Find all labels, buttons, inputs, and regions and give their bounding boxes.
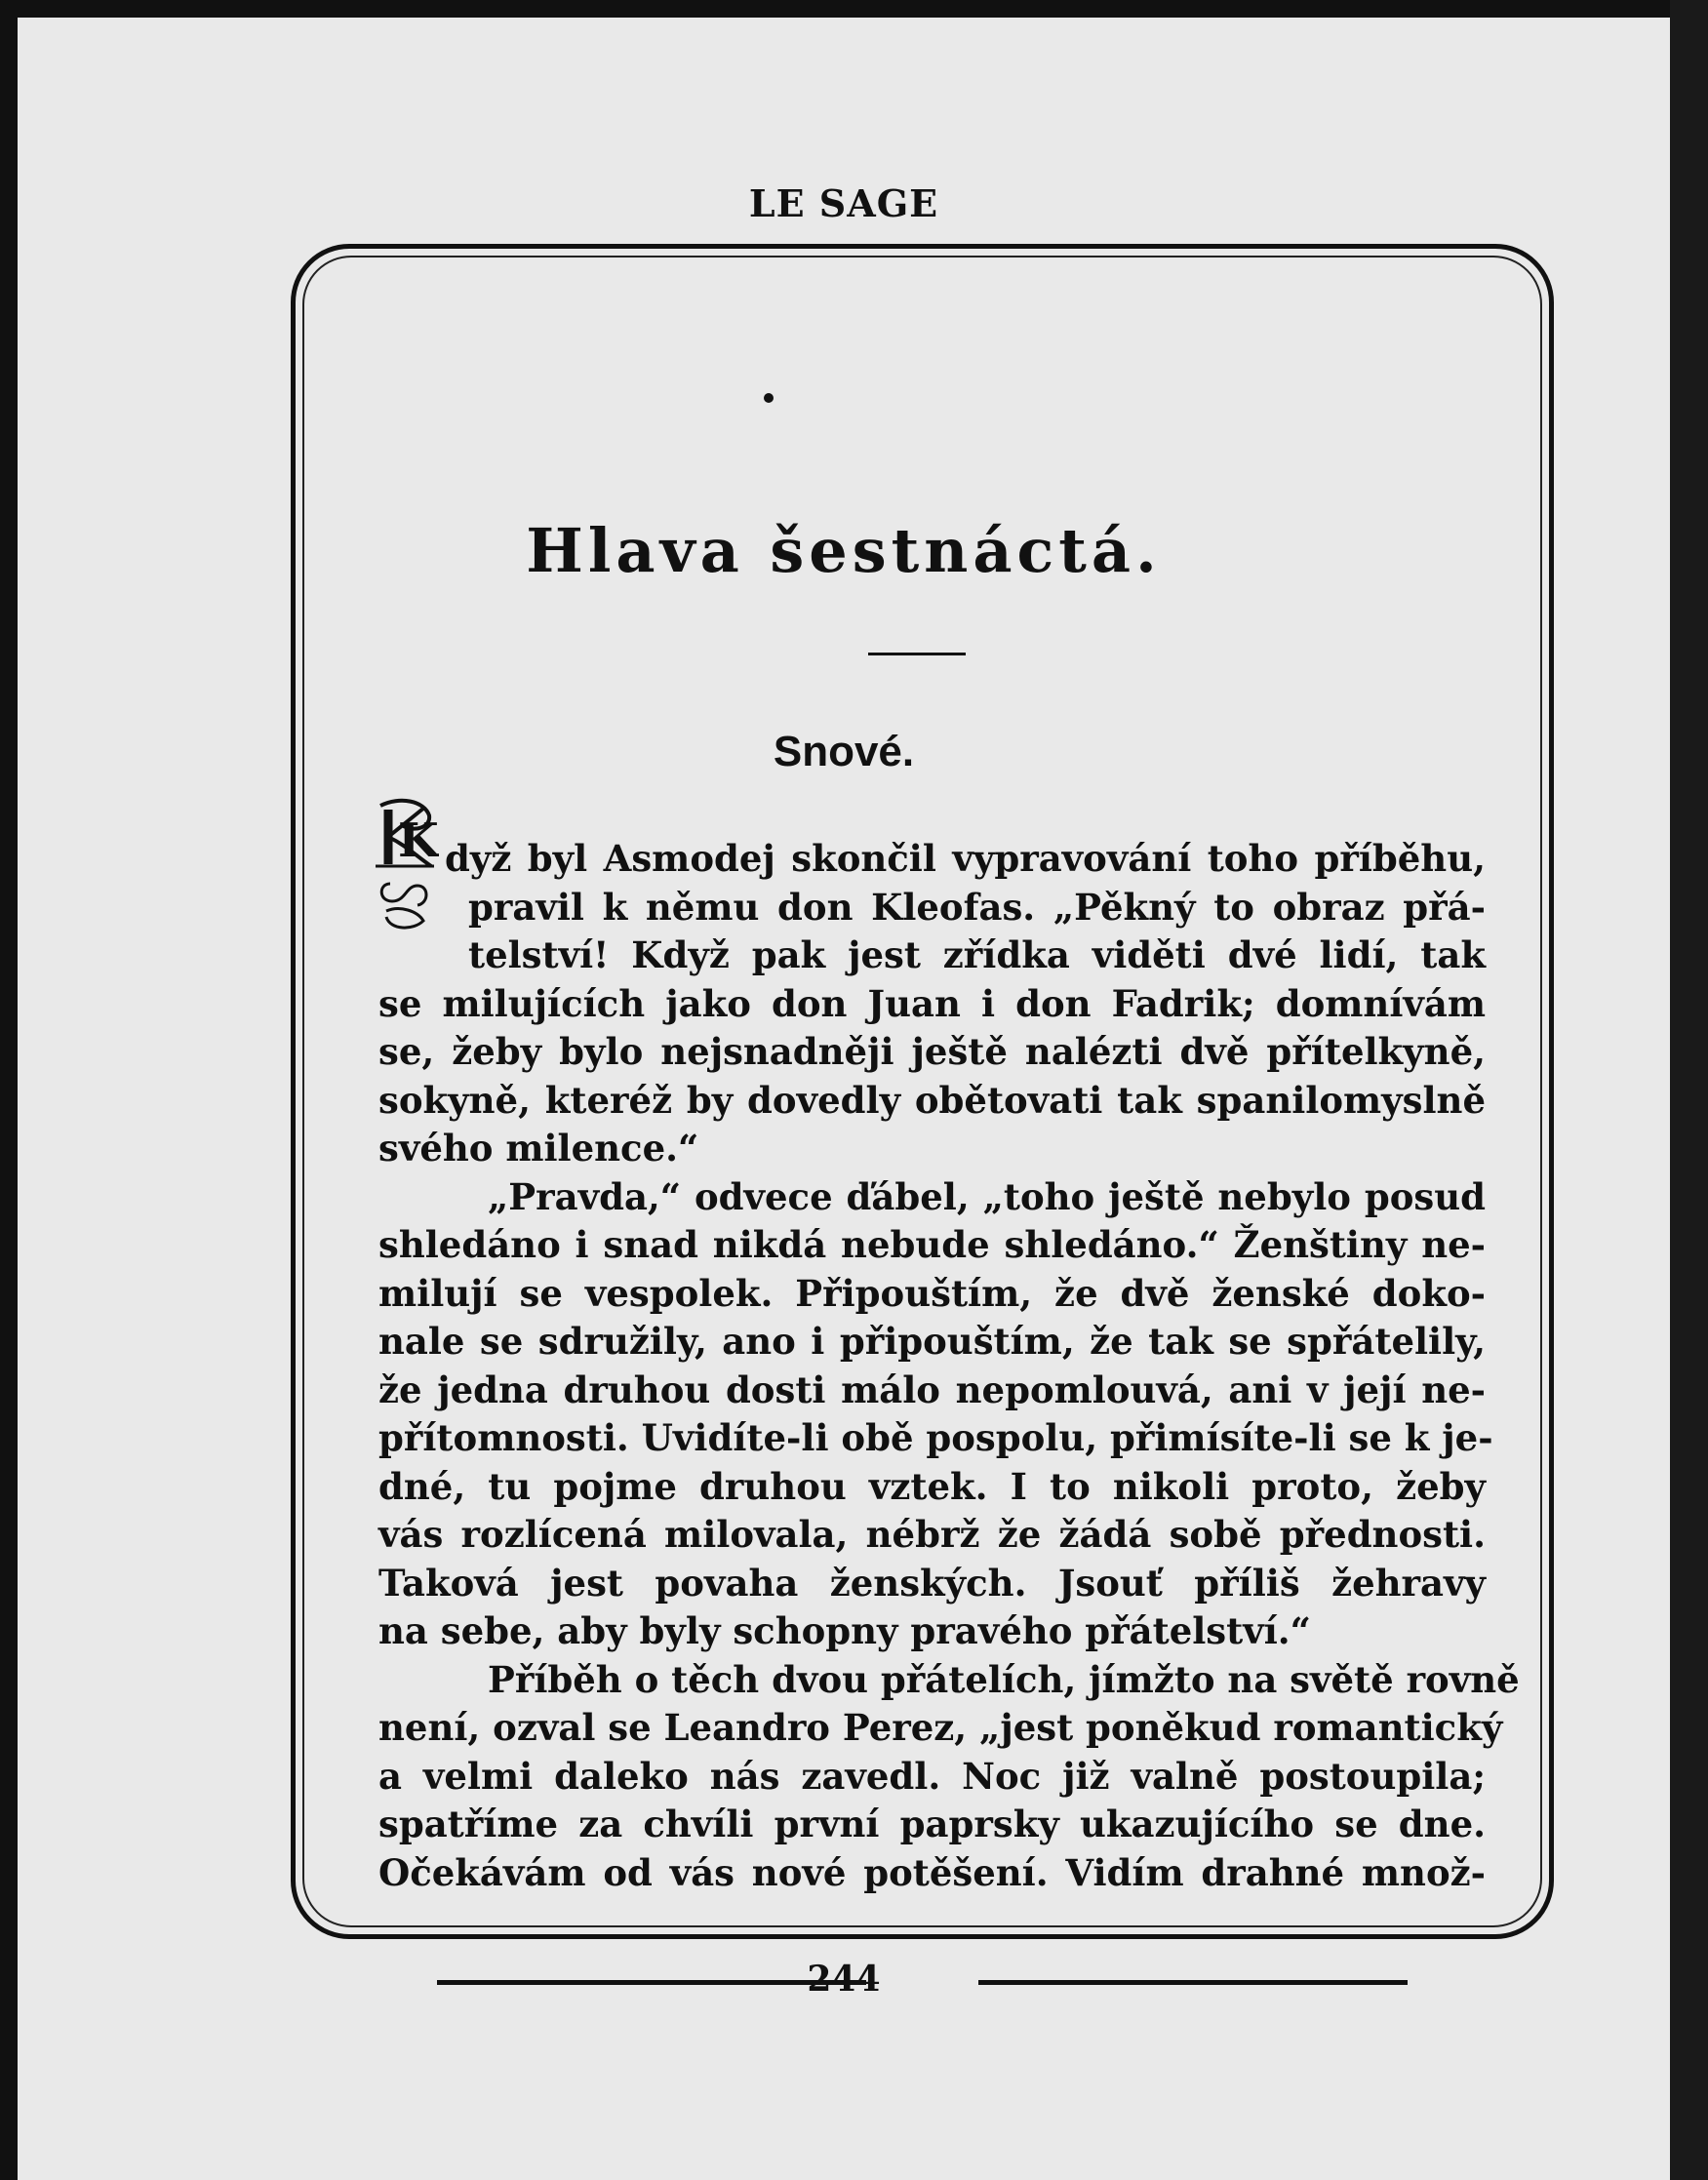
text-line: shledáno i snad nikdá nebude shledáno.“ Ženštiny ne- [378, 1223, 1486, 1266]
chapter-title: Hlava šestnáctá. [526, 515, 1162, 586]
title-rule [868, 653, 966, 655]
text-line: svého milence.“ [378, 1127, 699, 1169]
dot-ornament [764, 393, 774, 403]
text-line: že jedna druhou dosti málo nepomlouvá, ani v její ne- [378, 1367, 1486, 1411]
text-line: přítomnosti. Uvidíte-li obě pospolu, přimísíte-li se k je- [378, 1416, 1493, 1459]
section-title: Snové. [773, 728, 915, 775]
page-number: 244 [807, 1959, 881, 2000]
text-line: se, žeby bylo nejsnadněji ještě nalézti dvě přítelkyně, [378, 1030, 1486, 1073]
text-line: pravil k němu don Kleofas. „Pěkný to obraz přá- [468, 885, 1486, 929]
text-line: spatříme za chvíli první paprsky ukazujícího se dne. [378, 1803, 1486, 1845]
scan-background [1670, 0, 1708, 2180]
text-line: Příběh o těch dvou přátelích, jímžto na světě rovně [488, 1657, 1520, 1701]
text-line: Taková jest povaha ženských. Jsouť příliš žehravy [378, 1561, 1486, 1605]
text-line: milují se vespolek. Připouštím, že dvě ženské doko- [378, 1271, 1486, 1315]
book-page [18, 18, 1670, 2180]
text-line: se milujících jako don Juan i don Fadrik; domnívám [378, 981, 1486, 1025]
text-line: dné, tu pojme druhou vztek. I to nikoli proto, žeby [378, 1464, 1486, 1508]
text-line: nale se sdružily, ano i připouštím, že tak se spřátelily, [378, 1320, 1486, 1363]
text-line: vás rozlícená milovala, nébrž že žádá sobě přednosti. [378, 1513, 1486, 1556]
text-line: telství! Když pak jest zřídka viděti dvé lidí, tak [468, 933, 1486, 976]
running-head: LE SAGE [748, 181, 939, 225]
text-line: sokyně, kteréž by dovedly obětovati tak spanilomyslně [378, 1078, 1486, 1122]
text-line: Očekávám od vás nové potěšení. Vidím drahné množ- [378, 1850, 1486, 1894]
dropcap-letter: K [398, 813, 439, 868]
text-line: dyž byl Asmodej skončil vypravování toho příběhu, [445, 837, 1486, 880]
text-line: a velmi daleko nás zavedl. Noc již valně postoupila; [378, 1754, 1486, 1798]
body-text [378, 835, 1520, 1897]
text-line: „Pravda,“ odvece ďábel, „toho ještě nebylo posud [488, 1174, 1486, 1218]
text-line: není, ozval se Leandro Perez, „jest poněkud romantický [378, 1706, 1503, 1749]
text-line: na sebe, aby byly schopny pravého přátelství.“ [378, 1609, 1311, 1652]
folio-rule-right [978, 1980, 1408, 1985]
